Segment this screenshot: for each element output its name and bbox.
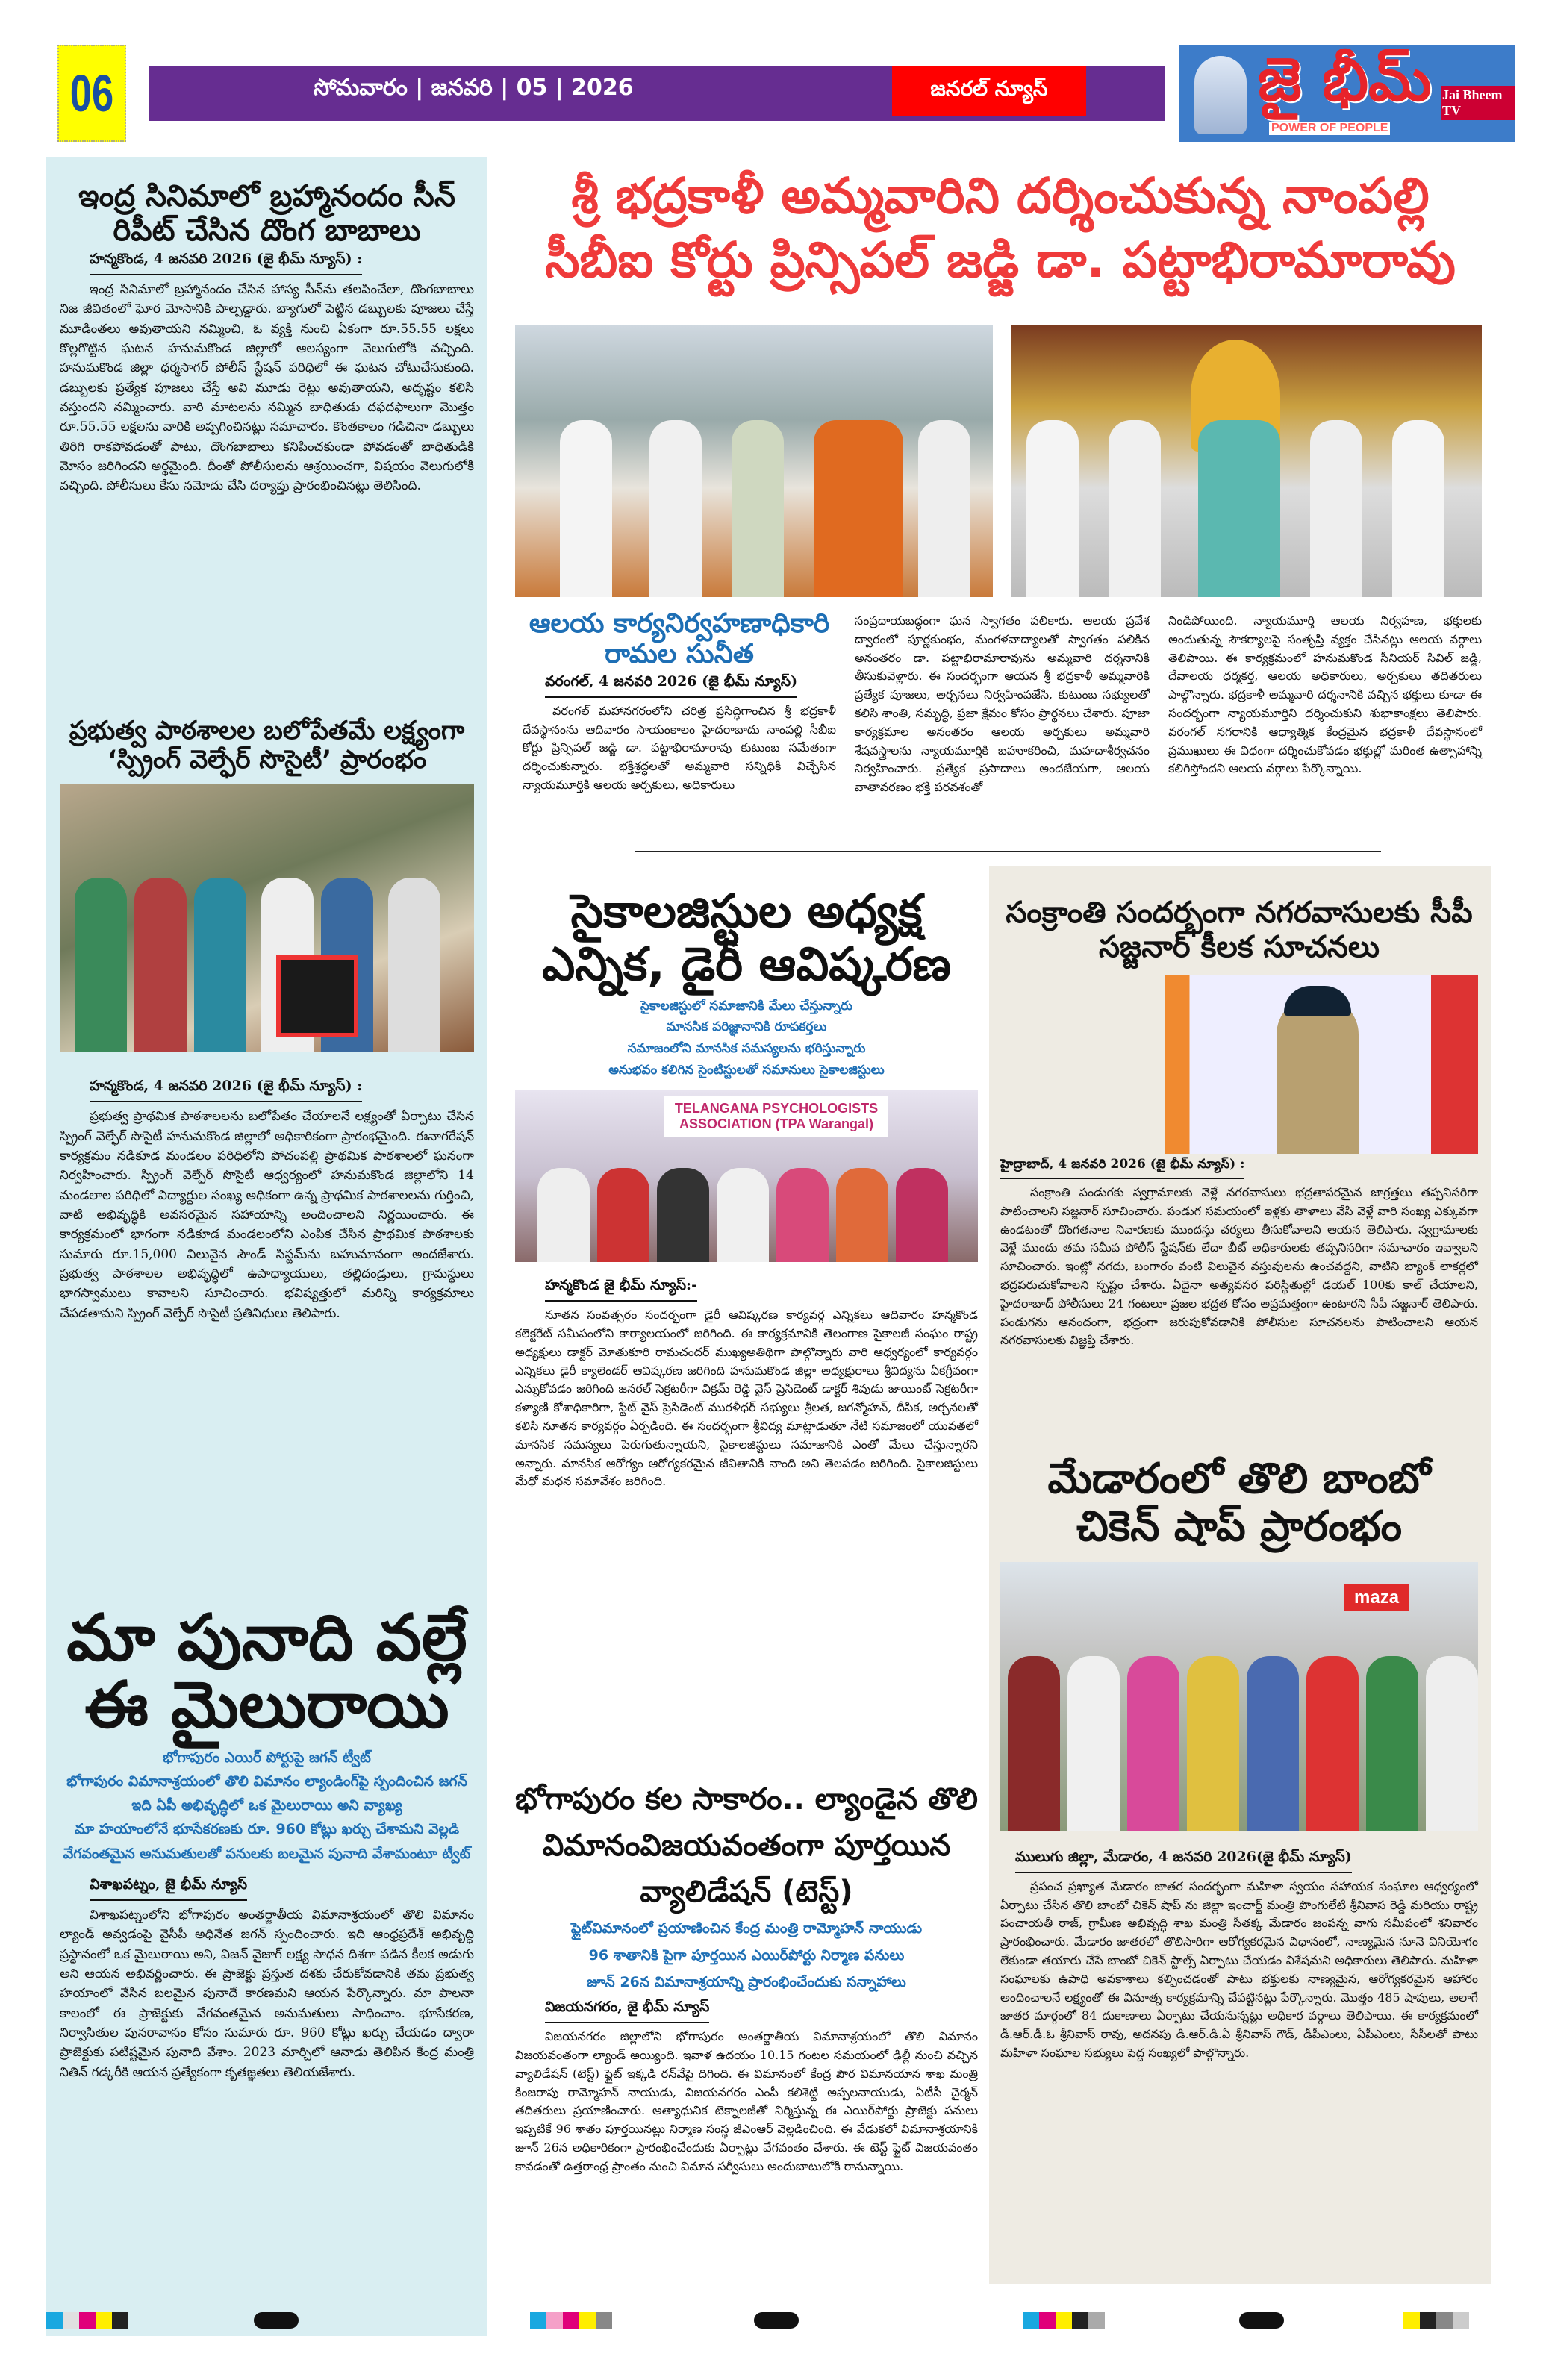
logo-name: జై భీమ్ xyxy=(1258,45,1432,114)
section-label: జనరల్ న్యూస్ xyxy=(892,66,1086,116)
subline: అనుభవం కలిగిన సైంటిస్టులతో సమానులు సైకాలజిస్టులు xyxy=(608,1063,885,1078)
dateline: విశాఖపట్నం, జై భీమ్ న్యూస్ xyxy=(90,1876,247,1901)
color-registration-mark xyxy=(530,2312,612,2329)
officer-photo xyxy=(1165,975,1478,1154)
sound-system-box xyxy=(276,955,358,1037)
article-body: సంక్రాంతి పండుగకు స్వగ్రామాలకు వెళ్లే నగరవాసులు భద్రతాపరమైన జాగ్రత్తలు తప్పనిసరిగా పాటించాలని సజ్జనార్ సూచించారు. పండుగ సమయంలో ఇళ్లకు తాళాలు వేసి వెళ్లే వారి సంఖ్య ఎక్కువగా ఉండటంతో దొంగతనాల నివారణకు ముందస్తు చర్యలు తీసుకోవాలని ఆయన తెలిపారు. స్వగ్రామాలకు వెళ్లే ముందు తమ సమీప పోలీస్ స్టేషన్‌కు లేదా బీట్ అధికారులకు తప్పనిసరిగా సమాచారం ఇవ్వాలని సూచించారు. ఇంట్లో నగదు, బంగారం వంటి విలువైన వస్తువులను ఉంచవద్దని, వాటిని బ్యాంక్ లాకర్లలో భద్రపరుచుకోవాలని స్పష్టం చేశారు. ఏదైనా అత్యవసర పరిస్థితుల్లో డయల్ 100కు కాల్ చేయాలని, హైదరాబాద్ పోలీసులు 24 గంటలూ ప్రజల భద్రత కోసం అప్రమత్తంగా ఉంటారని సీపీ సజ్జనార్ తెలిపారు. పండుగను ఆనందంగా, భద్రంగా జరుపుకోవడానికి పోలీసుల సూచనలను పాటించాలని ఆయన నగరవాసులకు విజ్ఞప్తి చేశారు. xyxy=(1000,1185,1478,1348)
article-psychologists xyxy=(515,884,978,1491)
lead-photo-right xyxy=(1011,325,1482,597)
lead-col-2: సంప్రదాయబద్ధంగా ఘన స్వాగతం పలికారు. ఆలయ ప్రవేశ ద్వారంలో పూర్ణకుంభం, మంగళవాద్యాలతో స్వాగతం పలికిన అనంతరం డా. పట్టాభిరామారావును అమ్మవారి దర్శనానికి తీసుకువెళ్లారు. ఈ సందర్భంగా ఆయన శ్రీ భద్రకాళీ అమ్మవారికి ప్రత్యేక పూజలు, అర్చనలు నిర్వహింపజేసి, కుటుంబ సభ్యులతో కలిసి శాంతి, సమృద్ధి, ప్రజా క్షేమం కోసం ప్రార్థనలు చేశారు. పూజా కార్యక్రమాల అనంతరం ఆలయ అర్చకులు అమ్మవారి శేషవస్త్రాలను న్యాయమూర్తికి బహూకరించి, మహదాశీర్వచనం నిర్వహించారు. ప్రత్యేక ప్రసాదాలు అందజేయగా, ఆలయ వాతావరణం భక్తి పరవశంతో xyxy=(855,613,1150,795)
subline: సైకాలజిస్టులో సమాజానికి మేలు చేస్తున్నారు xyxy=(640,998,853,1013)
masthead-logo xyxy=(1179,45,1515,142)
event-photo xyxy=(515,1090,978,1262)
subline: మా హయాంలోనే భూసేకరణకు రూ. 960 కోట్లు ఖర్చు చేశామని వెల్లడి xyxy=(74,1821,460,1838)
event-photo xyxy=(1000,1562,1478,1831)
article-body: నూతన సంవత్సరం సందర్భంగా డైరీ ఆవిష్కరణ కార్యవర్గ ఎన్నికలు ఆదివారం హన్మకొండ కలెక్టరేట్ సమీపంలోని కార్యాలయంలో జరిగింది. ఈ కార్యక్రమానికి తెలంగాణ సైకాలజీ సంఘం రాష్ట్ర అధ్యక్షులు డాక్టర్ మోతుకూరి రామచందర్ ముఖ్యఅతిథిగా పాల్గొన్నారు వారి ఆధ్వర్యంలో కార్యవర్గం ఎన్నికలు డైరీ క్యాలెండర్ ఆవిష్కరణ జరిగింది హనుమకొండ జిల్లా అధ్యక్షురాలు శ్రీవిద్యను ఏకగ్రీవంగా ఎన్నుకోవడం జరిగింది జనరల్ సెక్రటరీగా విక్రమ్ రెడ్డి వైస్ ప్రెసిడెంట్ డాక్టర్ శివుడు జాయింట్ సెక్రటరీగా కళ్యాణి కోశాధికారిగా, స్టేట్ వైస్ ప్రెసిడెంట్ మురళీధర్ సభ్యులు శ్రీలత, జగన్మోహన్, దీపిక, అర్చనలతో కలిసి నూతన కార్యవర్గం ఏర్పడింది. ఈ సందర్భంగా శ్రీవిద్య మాట్లాడుతూ నేటి సమాజంలో యువతలో మానసిక సమస్యలు పెరుగుతున్నాయని, సైకాలజిస్టులు సమాజానికి ఎంతో మేలు చేస్తున్నారని అన్నారు. మానసిక ఆరోగ్యం ఆరోగ్యకరమైన జీవితానికి నాంది అని తెలపడం జరిగింది. సైకాలజిస్టులు మేధో మధన సమావేశం జరిగింది. xyxy=(515,1308,978,1489)
article-body: విజయనగరం జిల్లాలోని భోగాపురం అంతర్జాతీయ విమానాశ్రయంలో తొలి విమానం విజయవంతంగా ల్యాండ్ అయ్యింది. ఇవాళ ఉదయం 10.15 గంటల సమయంలో ఢిల్లీ నుంచి వచ్చిన వ్యాలిడేషన్ (టెస్ట్) ఫ్లైట్ ఇక్కడి రన్‌వేపై దిగింది. ఈ విమానంలో కేంద్ర పౌర విమానయాన శాఖ మంత్రి కింజరాపు రామ్మోహన్ నాయుడు, విజయనగరం ఎంపీ కలిశెట్టి అప్పలనాయుడు, ఏటీసీ చైర్మన్ తదితరులు ప్రయాణించారు. అత్యాధునిక టెక్నాలజీతో నిర్మిస్తున్న ఈ ఎయిర్‌పోర్టు ప్రాజెక్టు పనులు ఇప్పటికే 96 శాతం పూర్తయినట్లు నిర్మాణ సంస్థ జీఎంఆర్ వెల్లడించింది. ఈ వేడుకలో విమానాశ్రయానికి జూన్ 26న అధికారికంగా ప్రారంభించేందుకు ఏర్పాట్లు వేగవంతం చేశారు. ఈ టెస్ట్ ఫ్లైట్ విజయవంతం కావడంతో ఉత్తరాంధ్ర ప్రాంతం నుంచి విమాన సర్వీసులు అందుబాటులోకి రానున్నాయి. xyxy=(515,2029,978,2173)
headline: సైకాలజిస్టుల అధ్యక్ష ఎన్నిక, డైరీ ఆవిష్కరణ xyxy=(542,884,951,992)
photo-banner: maza xyxy=(1344,1584,1409,1611)
lead-subhead: ఆలయ కార్యనిర్వహణాధికారి రామల సునీత xyxy=(529,608,830,670)
subline: ఫ్లైట్‌విమానంలో ప్రయాణించిన కేంద్ర మంత్రి రామ్మోహన్ నాయుడు xyxy=(570,1920,923,1937)
article-spring xyxy=(60,716,474,1323)
subline: భోగాపురం ఎయిర్ పోర్టుపై జగన్ ట్వీట్ xyxy=(163,1749,371,1766)
article-body: వరంగల్ మహానగరంలోని చరిత్ర ప్రసిద్ధిగాంచిన శ్రీ భద్రకాళీ దేవస్థానంను ఆదివారం సాయంకాలం హైదరాబాదు నాంపల్లి సీబీఐ కోర్టు ప్రిన్సిపల్ జడ్జి డా. పట్టాభిరామారావు కుటుంబ సమేతంగా దర్శించుకున్నారు. భక్తిశ్రద్ధలతో అమ్మవారి సన్నిధికి విచ్చేసిన న్యాయమూర్తికి ఆలయ అర్చకులు, అధికారులు xyxy=(523,703,836,792)
photo-banner: TELANGANA PSYCHOLOGISTS ASSOCIATION (TPA Warangal) xyxy=(664,1096,888,1137)
registration-mark xyxy=(1239,2312,1284,2329)
lead-col-1 xyxy=(523,608,836,795)
dateline: హన్మకొండ జై భీమ్ న్యూస్:- xyxy=(545,1277,697,1302)
lead-photo-left xyxy=(515,325,993,597)
dateline: వరంగల్, 4 జనవరి 2026 (జై భీమ్ న్యూస్) xyxy=(545,673,797,698)
article-medaram xyxy=(1000,1455,1478,2063)
headline: సంక్రాంతి సందర్భంగా నగరవాసులకు సీపీ సజ్జనార్ కీలక సూచనలు xyxy=(1006,896,1473,964)
dateline: హన్మకొండ, 4 జనవరి 2026 (జై భీమ్ న్యూస్) : xyxy=(90,251,362,275)
lead-headline: శ్రీ భద్రకాళీ అమ్మవారిని దర్శించుకున్న నాంపల్లి సీబీఐ కోర్టు ప్రిన్సిపల్ జడ్జి డా. పట్టాభిరామారావు xyxy=(545,167,1456,289)
headline: మా పునాది వల్లే ఈ మైలురాయి xyxy=(66,1601,467,1743)
lead-col-3: నిండిపోయింది. న్యాయమూర్తి ఆలయ నిర్వహణ, భక్తులకు అందుతున్న సౌకర్యాలపై సంతృప్తి వ్యక్తం చేసినట్లు ఆలయ వర్గాలు తెలిపాయి. ఈ కార్యక్రమంలో హనుమకొండ సీనియర్ సివిల్ జడ్జి, దేవాలయ ధర్మకర్త, ఆలయ అధికారులు, అర్చకులు తదితరులు పాల్గొన్నారు. భద్రకాళీ అమ్మవారి దర్శనానికి వచ్చిన భక్తులు కూడా ఈ సందర్భంగా న్యాయమూర్తిని దర్శించుకుని శుభాకాంక్షలు తెలిపారు. వరంగల్ నగరానికి ఆధ్యాత్మిక కేంద్రమైన భద్రకాళీ దేవస్థానంలో ప్రముఖులు ఈ విధంగా దర్శించుకోవడం భక్తుల్లో మరింత ఉత్సాహాన్ని కలిగిస్తోందని ఆలయ వర్గాలు పేర్కొన్నాయి. xyxy=(1168,613,1482,776)
page-number: 06 xyxy=(57,45,126,142)
dateline: ములుగు జిల్లా, మేడారం, 4 జనవరి 2026(జై భీమ్ న్యూస్) xyxy=(1015,1849,1352,1873)
dateline: హన్మకొండ, 4 జనవరి 2026 (జై భీమ్ న్యూస్) : xyxy=(90,1078,362,1102)
article-sajjanar xyxy=(1000,896,1478,1350)
color-registration-mark xyxy=(46,2312,128,2329)
headline: భోగాపురం కల సాకారం.. ల్యాండైన తొలి విమానంవిజయవంతంగా పూర్తయిన వ్యాలిడేషన్ (టెస్ట్) xyxy=(515,1782,978,1909)
event-photo xyxy=(60,784,474,1052)
issue-date: సోమవారం | జనవరి | 05 | 2026 xyxy=(314,75,634,101)
headline: ప్రభుత్వ పాఠశాలల బలోపేతమే లక్ష్యంగా ‘స్ప్రింగ్ వెల్ఫేర్ సొసైటీ’ ప్రారంభం xyxy=(69,716,465,775)
logo-tv: Jai Bheem TV xyxy=(1441,86,1515,120)
article-body: విశాఖపట్నంలోని భోగాపురం అంతర్జాతీయ విమానాశ్రయంలో తొలి విమానం ల్యాండ్ అవ్వడంపై వైసీపీ అధినేత జగన్ స్పందించారు. ఇది ఆంధ్రప్రదేశ్ అభివృద్ధి ప్రస్థానంలో ఒక మైలురాయి అని, విజన్ వైజాగ్ లక్ష్య సాధన దిశగా పడిన కీలక అడుగు అని ఆయన అభివర్ణించారు. ఈ ప్రాజెక్టు ప్రస్తుత దశకు చేరుకోవడానికి తమ ప్రభుత్వ హయాంలో వేసిన బలమైన పునాదే కారణమని ఆయన పేర్కొన్నారు. మా పాలనా కాలంలో ఈ ప్రాజెక్టుకు వేగవంతమైన అనుమతులు సాధించాం. భూసేకరణ, నిర్వాసితుల పునరావాసం కోసం సుమారు రూ. 960 కోట్లు ఖర్చు చేయడం ద్వారా ప్రాజెక్టుకు పటిష్టమైన పునాది వేశాం. 2023 మార్చిలో ఆనాడు తెలిపిన కేంద్ర మంత్రి నితిన్ గడ్కరీకి ఆయన ప్రత్యేకంగా కృతజ్ఞతలు తెలియజేశారు. xyxy=(60,1908,474,2080)
subline: సమాజంలోని మానసిక సమస్యలను భరిస్తున్నారు xyxy=(627,1041,866,1057)
article-jagan xyxy=(60,1601,474,2082)
subheadlines xyxy=(60,1746,474,1866)
article-body: ప్రభుత్వ ప్రాథమిక పాఠశాలలను బలోపేతం చేయాలనే లక్ష్యంతో ఏర్పాటు చేసిన స్ప్రింగ్ వెల్ఫేర్ సొసైటీ హనుమకొండ జిల్లాలో అధికారికంగా ప్రారంభమైంది. ఈనాగరేషన్ కార్యక్రమం నడికూడ మండలం పరిధిలోని పోచంపల్లి ప్రాథమిక పాఠశాలలో ఘనంగా నిర్వహించారు. స్ప్రింగ్ వెల్ఫేర్ సొసైటీ ఆధ్వర్యంలో హనుమకొండ జిల్లాలోని 14 మండలాల పరిధిలో విద్యార్థుల సంఖ్య అధికంగా ఉన్న ప్రాథమిక పాఠశాలలను గుర్తించి, వాటి అభివృద్ధికి అవసరమైన సహాయాన్ని అందించాలని నిర్ణయించారు. ఈ కార్యక్రమంలో భాగంగా నడికూడ మండలంలోని ఎంపిక చేసిన ప్రాథమిక పాఠశాలకు సుమారు రూ.15,000 విలువైన సౌండ్ సిస్టమ్‌ను బహుమానంగా అందజేశారు. ప్రభుత్వ పాఠశాలల అభివృద్ధిలో ఉపాధ్యాయులు, తల్లిదండ్రులు, గ్రామస్థులు భాగస్వాములు కావాలని సూచించారు. భవిష్యత్తులో మరిన్ని కార్యక్రమాలు చేపడతామని స్ప్రింగ్ వెల్ఫేర్ సొసైటీ ప్రతినిధులు తెలిపారు. xyxy=(60,1109,474,1321)
subline: భోగాపురం విమానాశ్రయంలో తొలి విమానం ల్యాండింగ్‌పై స్పందించిన జగన్ xyxy=(66,1772,467,1790)
article-bhogapuram xyxy=(515,1776,978,2176)
subline: వేగవంతమైన అనుమతులతో పనులకు బలమైన పునాది వేశామంటూ ట్వీట్ xyxy=(63,1845,471,1862)
police-cap-icon xyxy=(1284,986,1351,1016)
dateline: విజయనగరం, జై భీమ్ న్యూస్ xyxy=(545,1999,709,2023)
registration-mark xyxy=(754,2312,799,2329)
color-registration-mark xyxy=(1403,2312,1469,2329)
logo-tagline: POWER OF PEOPLE xyxy=(1269,122,1390,135)
subline: జూన్ 26న విమానాశ్రయాన్ని ప్రారంభించేందుకు సన్నాహాలు xyxy=(587,1974,906,1991)
subline: ఇది ఏపీ అభివృద్ధిలో ఒక మైలురాయి అని వ్యాఖ్య xyxy=(131,1797,402,1814)
subline: మానసిక పరిజ్ఞానానికి రూపకర్తలు xyxy=(666,1019,827,1035)
portrait-icon xyxy=(1194,56,1247,134)
article-indra xyxy=(60,179,474,496)
article-body: ప్రపంచ ప్రఖ్యాత మేడారం జాతర సందర్భంగా మహిళా స్వయం సహాయక సంఘాల ఆధ్వర్యంలో ఏర్పాటు చేసిన తొలి బాంబో చికెన్ షాప్ ను జిల్లా ఇంచార్జ్ మంత్రి పొంగులేటి శ్రీనివాస రెడ్డి మరియు రాష్ట్ర పంచాయతీ రాజ్, గ్రామీణ అభివృద్ధి శాఖ మంత్రి సీతక్క మేడారం జంపన్న వాగు సమీపంలో శనివారం ప్రారంభించారు. మేడారం జాతరలో తొలిసారిగా ఆరోగ్యకరమైన విధానంలో, నాణ్యమైన నూనె వినియోగం లేకుండా తయారు చేసే బాంబో చికెన్ స్టాల్స్ ఏర్పాటు చేయడం విశేషమని అధికారులు తెలిపారు. మహిళా సంఘాలకు ఉపాధి అవకాశాలు కల్పించడంతో పాటు భక్తులకు నాణ్యమైన, ఆరోగ్యకరమైన ఆహారం అందించాలనే లక్ష్యంతో ఈ వినూత్న కార్యక్రమాన్ని చేపట్టినట్లు పేర్కొన్నారు. మొత్తం 485 షాపులు, అలాగే జాతర మార్గంలో 84 దుకాణాలు ఏర్పాటు చేయనున్నట్లు అధికార వర్గాలు తెలిపాయి. ఈ కార్యక్రమంలో డీ.ఆర్.డీ.ఓ శ్రీనివాస్ రావు, అదనపు డి.ఆర్.డి.ఏ శ్రీనివాస్ గౌడ్, డీపీఎంలు, ఏపీఎంలు, సీసీలతో పాటు మహిళా సంఘాల సభ్యులు పెద్ద సంఖ్యలో పాల్గొన్నారు. xyxy=(1000,1878,1478,2060)
officer-figure xyxy=(1277,997,1359,1154)
divider xyxy=(635,851,1381,852)
headline: ఇంద్ర సినిమాలో బ్రహ్మానందం సీన్ రిపీట్ చేసిన దొంగ బాబాలు xyxy=(78,179,455,248)
color-registration-mark xyxy=(1023,2312,1105,2329)
dateline: హైద్రాబాద్, 4 జనవరి 2026 (జై భీమ్ న్యూస్) : xyxy=(1000,1157,1244,1179)
registration-mark xyxy=(254,2312,299,2329)
subline: 96 శాతానికి పైగా పూర్తయిన ఎయిర్‌పోర్టు నిర్మాణ పనులు xyxy=(588,1947,905,1964)
subheadlines xyxy=(515,996,978,1082)
subheadlines xyxy=(515,1915,978,1996)
article-body: ఇంద్ర సినిమాలో బ్రహ్మానందం చేసిన హాస్య సీన్‌ను తలపించేలా, దొంగబాబాలు నిజ జీవితంలో ఘోర మోసానికి పాల్పడ్డారు. బ్యాగులో పెట్టిన డబ్బులకు పూజలు చేస్తే మూడింతలు అవుతాయని నమ్మించి, ఓ వ్యక్తి నుంచి ఏకంగా రూ.55.55 లక్షలు కొల్లగొట్టిన ఘటన హనుమకొండ జిల్లాలో ఆలస్యంగా వెలుగులోకి వచ్చింది. హనుమకొండ జిల్లా ధర్మసాగర్ పోలీస్ స్టేషన్ పరిధిలో ఈ ఘటన చోటుచేసుకుంది. డబ్బులకు ప్రత్యేక పూజలు చేస్తే అవి మూడు రెట్లు అవుతాయని, అదృష్టం కలిసి వస్తుందని నమ్మించారు. వారి మాటలను నమ్మిన బాధితుడు దఫదఫాలుగా మొత్తం రూ.55.55 లక్షలను వారికి అప్పగించినట్లు సమాచారం. కొంతకాలం గడిచినా డబ్బులు తిరిగి రాకపోవడంతో పాటు, దొంగబాబాలు కనిపించకుండా పోవడంతో బాధితుడికి మోసం జరిగిందని అర్థమైంది. దీంతో పోలీసులను ఆశ్రయించగా, విషయం వెలుగులోకి వచ్చింది. పోలీసులు కేసు నమోదు చేసి దర్యాప్తు ప్రారంభించినట్లు తెలిసింది. xyxy=(60,282,474,494)
headline: మేడారంలో తొలి బాంబో చికెన్ షాప్ ప్రారంభం xyxy=(1047,1455,1431,1552)
